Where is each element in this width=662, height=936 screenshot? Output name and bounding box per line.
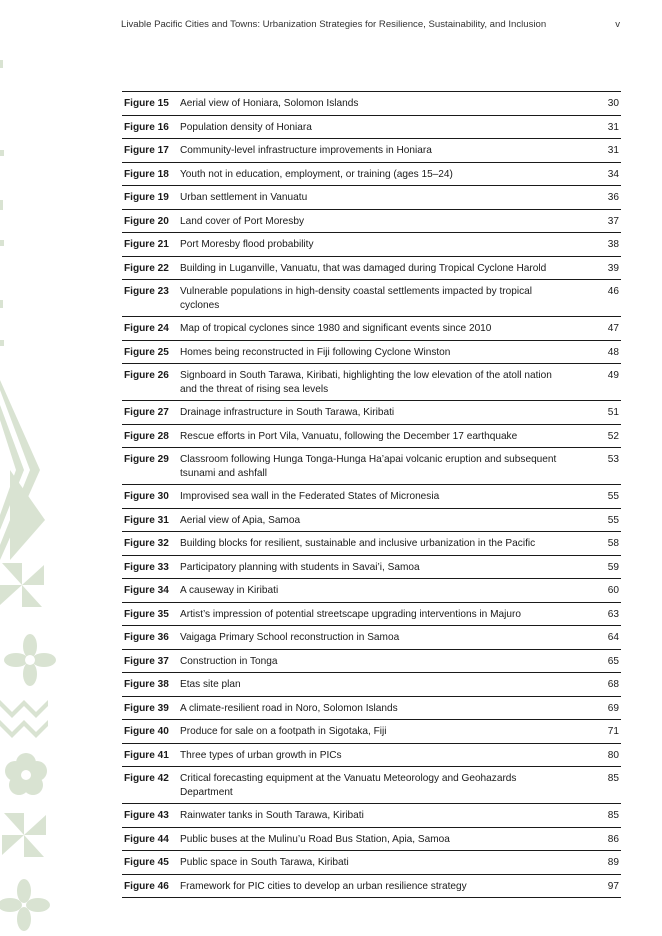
figure-entry[interactable]: [122, 424, 621, 448]
figure-label: Figure 16: [122, 115, 180, 139]
figure-page-number: 65: [593, 649, 621, 673]
figure-caption: Aerial view of Apia, Samoa: [180, 508, 593, 532]
figure-caption: Land cover of Port Moresby: [180, 209, 593, 233]
figure-caption: Building in Luganville, Vanuatu, that was damaged during Tropical Cyclone Harold: [180, 256, 593, 280]
figure-label: Figure 27: [122, 401, 180, 425]
figure-entry[interactable]: [122, 317, 621, 341]
figure-entry[interactable]: [122, 233, 621, 257]
figure-caption: A causeway in Kiribati: [180, 579, 593, 603]
figure-caption: Homes being reconstructed in Fiji following Cyclone Winston: [180, 340, 593, 364]
figure-page-number: 69: [593, 696, 621, 720]
figure-entry[interactable]: [122, 874, 621, 898]
figure-entry[interactable]: [122, 162, 621, 186]
figure-entry[interactable]: [122, 401, 621, 425]
figure-label: Figure 18: [122, 162, 180, 186]
figure-label: Figure 19: [122, 186, 180, 210]
figure-label: Figure 46: [122, 874, 180, 898]
decorative-pattern: [0, 0, 62, 936]
figure-caption: Framework for PIC cities to develop an urban resilience strategy: [180, 874, 593, 898]
figure-page-number: 55: [593, 508, 621, 532]
figure-page-number: 36: [593, 186, 621, 210]
figure-page-number: 71: [593, 720, 621, 744]
figure-label: Figure 34: [122, 579, 180, 603]
figure-entry[interactable]: [122, 555, 621, 579]
figure-page-number: 85: [593, 767, 621, 804]
figure-entry[interactable]: [122, 186, 621, 210]
figure-label: Figure 20: [122, 209, 180, 233]
figure-caption: Youth not in education, employment, or training (ages 15–24): [180, 162, 593, 186]
figure-label: Figure 33: [122, 555, 180, 579]
figure-caption: Participatory planning with students in Savai’i, Samoa: [180, 555, 593, 579]
figure-page-number: 47: [593, 317, 621, 341]
list-of-figures: [122, 91, 621, 898]
figure-caption: Signboard in South Tarawa, Kiribati, highlighting the low elevation of the atoll nation and the threat of rising sea levels: [180, 364, 593, 401]
figure-label: Figure 35: [122, 602, 180, 626]
figure-caption: Drainage infrastructure in South Tarawa, Kiribati: [180, 401, 593, 425]
figure-entry[interactable]: [122, 743, 621, 767]
figure-entry[interactable]: [122, 804, 621, 828]
figure-label: Figure 17: [122, 139, 180, 163]
figure-label: Figure 45: [122, 851, 180, 875]
figure-page-number: 68: [593, 673, 621, 697]
figure-entry[interactable]: [122, 532, 621, 556]
figure-caption: Vaigaga Primary School reconstruction in Samoa: [180, 626, 593, 650]
figure-caption: Artist’s impression of potential streetscape upgrading interventions in Majuro: [180, 602, 593, 626]
figure-caption: Improvised sea wall in the Federated States of Micronesia: [180, 485, 593, 509]
figure-page-number: 86: [593, 827, 621, 851]
figure-page-number: 52: [593, 424, 621, 448]
figure-page-number: 39: [593, 256, 621, 280]
figure-page-number: 30: [593, 92, 621, 116]
figure-page-number: 37: [593, 209, 621, 233]
figure-caption: Classroom following Hunga Tonga-Hunga Ha’apai volcanic eruption and subsequent tsunami and ashfall: [180, 448, 593, 485]
figure-caption: Critical forecasting equipment at the Vanuatu Meteorology and Geohazards Department: [180, 767, 593, 804]
figure-label: Figure 28: [122, 424, 180, 448]
figure-page-number: 31: [593, 115, 621, 139]
figure-label: Figure 29: [122, 448, 180, 485]
figure-label: Figure 15: [122, 92, 180, 116]
figure-entry[interactable]: [122, 696, 621, 720]
figure-caption: Rescue efforts in Port Vila, Vanuatu, following the December 17 earthquake: [180, 424, 593, 448]
figure-entry[interactable]: [122, 364, 621, 401]
figure-page-number: 34: [593, 162, 621, 186]
figure-page-number: 64: [593, 626, 621, 650]
figure-entry[interactable]: [122, 851, 621, 875]
document-title: Livable Pacific Cities and Towns: Urbanization Strategies for Resilience, Sustainability, and Inclusion: [121, 19, 547, 30]
figure-caption: Construction in Tonga: [180, 649, 593, 673]
figure-page-number: 38: [593, 233, 621, 257]
figure-caption: Aerial view of Honiara, Solomon Islands: [180, 92, 593, 116]
figure-entry[interactable]: [122, 602, 621, 626]
figure-page-number: 63: [593, 602, 621, 626]
figure-caption: Port Moresby flood probability: [180, 233, 593, 257]
figure-page-number: 31: [593, 139, 621, 163]
figure-label: Figure 30: [122, 485, 180, 509]
figure-label: Figure 43: [122, 804, 180, 828]
figure-caption: Map of tropical cyclones since 1980 and significant events since 2010: [180, 317, 593, 341]
figure-entry[interactable]: [122, 209, 621, 233]
figure-entry[interactable]: [122, 340, 621, 364]
figure-caption: Rainwater tanks in South Tarawa, Kiribati: [180, 804, 593, 828]
figure-entry[interactable]: [122, 508, 621, 532]
figure-page-number: 97: [593, 874, 621, 898]
figure-page-number: 85: [593, 804, 621, 828]
figure-label: Figure 22: [122, 256, 180, 280]
figure-page-number: 89: [593, 851, 621, 875]
figure-caption: Three types of urban growth in PICs: [180, 743, 593, 767]
figure-page-number: 48: [593, 340, 621, 364]
figure-entry[interactable]: [122, 256, 621, 280]
figure-page-number: 60: [593, 579, 621, 603]
figure-caption: A climate-resilient road in Noro, Solomon Islands: [180, 696, 593, 720]
figure-page-number: 49: [593, 364, 621, 401]
figure-caption: Community-level infrastructure improvements in Honiara: [180, 139, 593, 163]
figure-label: Figure 44: [122, 827, 180, 851]
figure-caption: Building blocks for resilient, sustainable and inclusive urbanization in the Pacific: [180, 532, 593, 556]
figure-entry[interactable]: [122, 626, 621, 650]
page-number: v: [615, 19, 620, 30]
figure-label: Figure 39: [122, 696, 180, 720]
figure-label: Figure 37: [122, 649, 180, 673]
figure-page-number: 58: [593, 532, 621, 556]
figure-label: Figure 26: [122, 364, 180, 401]
figure-entry[interactable]: [122, 485, 621, 509]
figure-entry[interactable]: [122, 448, 621, 485]
figure-label: Figure 38: [122, 673, 180, 697]
figure-page-number: 51: [593, 401, 621, 425]
figure-label: Figure 36: [122, 626, 180, 650]
figure-label: Figure 42: [122, 767, 180, 804]
figure-page-number: 53: [593, 448, 621, 485]
figure-caption: Produce for sale on a footpath in Sigotaka, Fiji: [180, 720, 593, 744]
figure-label: Figure 24: [122, 317, 180, 341]
figure-label: Figure 25: [122, 340, 180, 364]
figure-page-number: 55: [593, 485, 621, 509]
figure-label: Figure 21: [122, 233, 180, 257]
figure-label: Figure 32: [122, 532, 180, 556]
figure-entry[interactable]: [122, 115, 621, 139]
figure-entry[interactable]: [122, 139, 621, 163]
figure-caption: Public buses at the Mulinu’u Road Bus Station, Apia, Samoa: [180, 827, 593, 851]
figure-page-number: 80: [593, 743, 621, 767]
figure-label: Figure 31: [122, 508, 180, 532]
figure-caption: Vulnerable populations in high-density coastal settlements impacted by tropical cyclones: [180, 280, 593, 317]
figure-caption: Etas site plan: [180, 673, 593, 697]
figure-label: Figure 41: [122, 743, 180, 767]
figure-entry[interactable]: [122, 280, 621, 317]
figure-entry[interactable]: [122, 92, 621, 116]
figure-entry[interactable]: [122, 649, 621, 673]
figure-page-number: 46: [593, 280, 621, 317]
figure-entry[interactable]: [122, 767, 621, 804]
figure-label: Figure 40: [122, 720, 180, 744]
figure-caption: Urban settlement in Vanuatu: [180, 186, 593, 210]
figure-entry[interactable]: [122, 673, 621, 697]
figure-caption: Public space in South Tarawa, Kiribati: [180, 851, 593, 875]
figure-entry[interactable]: [122, 827, 621, 851]
figure-entry[interactable]: [122, 720, 621, 744]
figure-label: Figure 23: [122, 280, 180, 317]
figure-entry[interactable]: [122, 579, 621, 603]
figure-caption: Population density of Honiara: [180, 115, 593, 139]
figure-page-number: 59: [593, 555, 621, 579]
